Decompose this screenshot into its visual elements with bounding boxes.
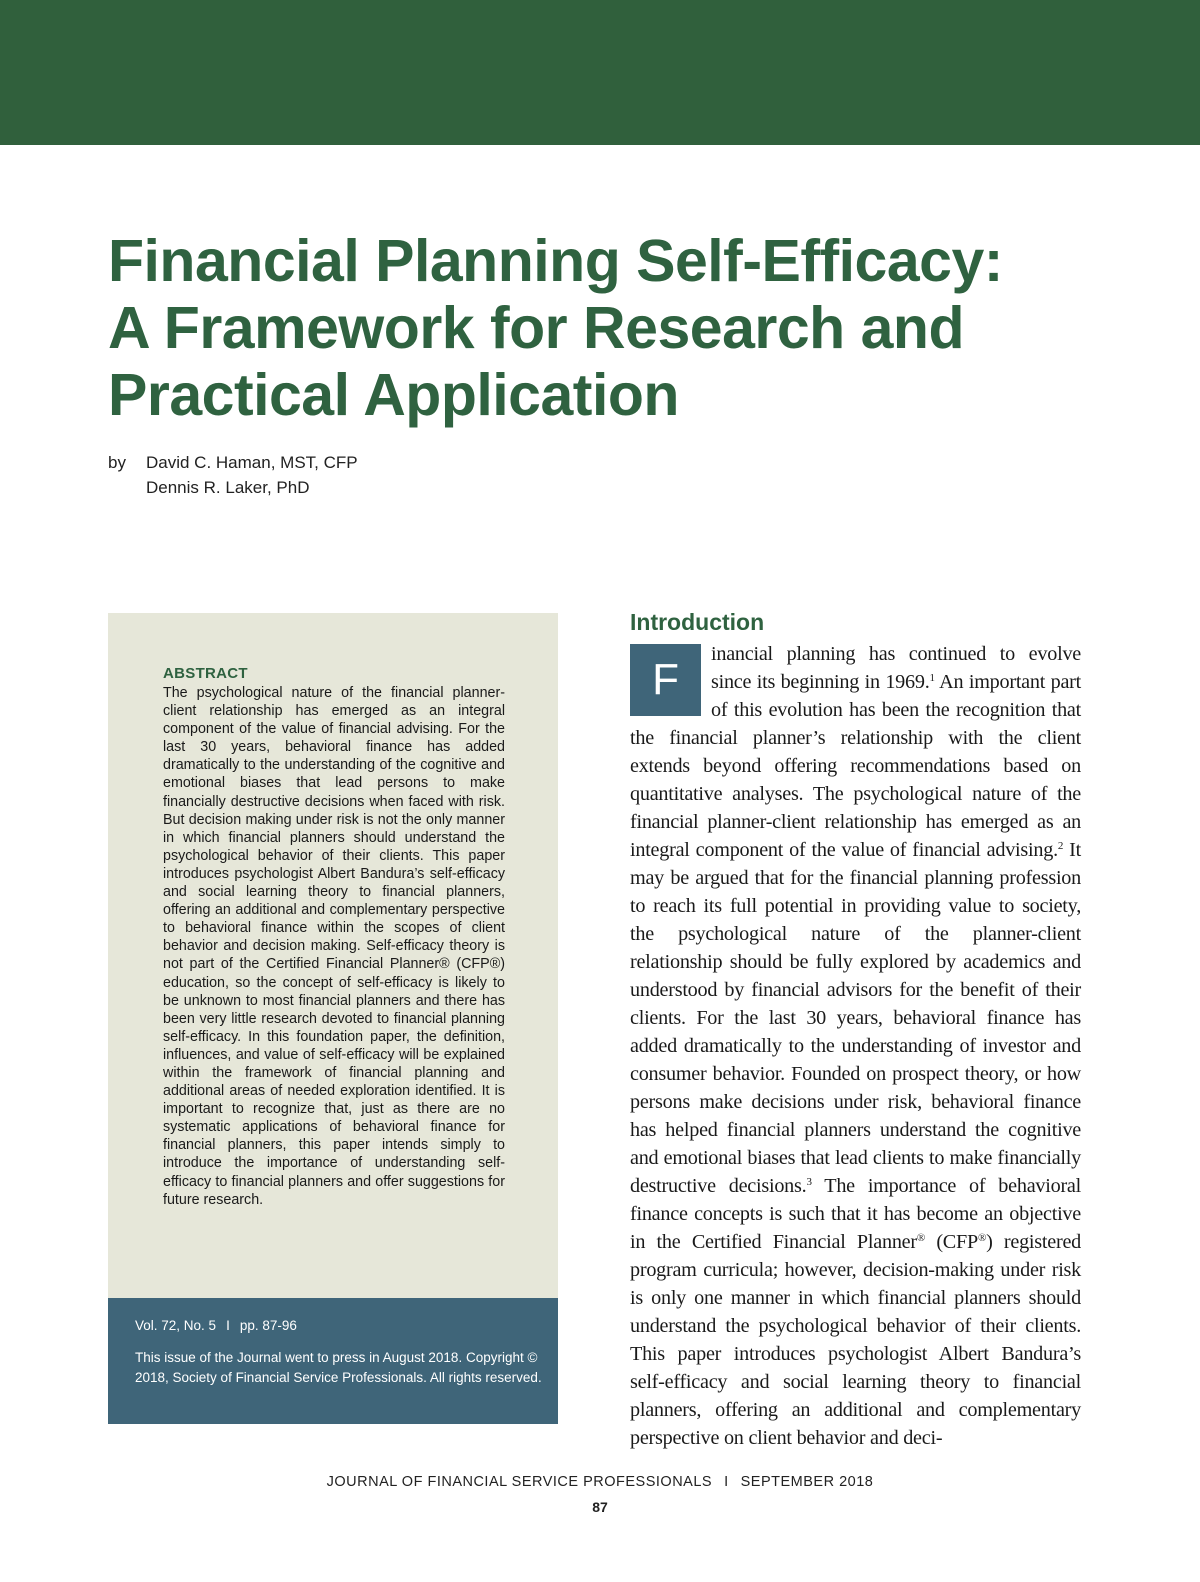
intro-segment: It may be argued that for the financial planning profession to reach its full potential in providing value to society, the psychological nature of the planner-client relationship should be fully explored by academics and understood by financial advisors for the benefit of their clients. For the last 30 years, behavioral finance has added dramatically to the understanding of investor and consumer behavior. Founded on prospect theory, or how persons make decisions under risk, behavioral finance has helped financial planners understand the cognitive and emotional biases that lead clients to make financially destructive decisions. xyxy=(630,839,1081,1197)
introduction-heading: Introduction xyxy=(630,609,765,635)
abstract-text: The psychological nature of the financial planner-client relationship has emerged as an integral component of the value of financial advising. For the last 30 years, behavioral finance has added dramatically to the understanding of the cognitive and emotional biases that lead persons to make financially destructive decisions when faced with risk. But decision making under risk is not the only manner in which financial planners should understand the psychological behavior of their clients. This paper introduces psychologist Albert Bandura’s self-efficacy and social learning theory to financial planners, offering an additional and complementary perspective to behavioral finance within the scopes of client behavior and decision making. Self-efficacy theory is not part of the Certified Financial Planner® (CFP®) education, so the concept of self-efficacy is likely to be unknown to most financial planners and there has been very little research devoted to financial planning self-efficacy. In this foundation paper, the definition, influences, and value of self-efficacy will be explained within the framework of financial planning and additional areas of needed exploration identified. It is important to recognize that, just as there are no systematic applications of behavioral finance for financial planners, this paper intends simply to introduce the importance of understanding self-efficacy to financial planners and offer suggestions for future research. xyxy=(163,685,505,1208)
journal-name: JOURNAL OF FINANCIAL SERVICE PROFESSIONALS xyxy=(326,1474,713,1490)
volume-pages-line xyxy=(135,1318,297,1333)
footnote-marker: 1 xyxy=(929,672,935,684)
press-copyright-note: This issue of the Journal went to press in August 2018. Copyright © 2018, Society of Financial Service Professionals. All rights reserved. xyxy=(135,1350,542,1385)
abstract-heading: ABSTRACT xyxy=(163,665,248,682)
intro-segment: The importance of behavioral finance concepts is such that it has become an objective in the Certified Financial Planner xyxy=(630,1175,1081,1253)
author-list xyxy=(146,450,358,500)
page-range: pp. 87-96 xyxy=(239,1318,297,1333)
title-line-1: Financial Planning Self-Efficacy: xyxy=(108,228,1003,294)
article-title xyxy=(108,228,1108,429)
intro-segment: An important part of this evolution has been the recognition that the financial planner’s relationship with the client extends beyond offering recommendations based on quantitative analyses. The psychological nature of the financial planner-client relationship has emerged as an integral component of the value of financial advising. xyxy=(630,671,1081,861)
intro-segment: ) registered program curricula; however, decision-making under risk is only one manner in which financial planners should understand the psychological behavior of their clients. This paper introduces psychologist Albert Bandura’s self-efficacy and social learning theory to financial planners, offering an additional and complementary perspective on client behavior and deci- xyxy=(630,1231,1081,1449)
footnote-marker: 2 xyxy=(1057,840,1064,852)
page-number: 87 xyxy=(592,1499,608,1515)
publication-info-panel xyxy=(108,1298,558,1424)
footnote-marker: 3 xyxy=(806,1176,812,1188)
title-line-2: A Framework for Research and xyxy=(108,295,964,361)
author-name: Dennis R. Laker, PhD xyxy=(146,478,310,497)
introduction-text xyxy=(630,640,1081,1452)
issue-date: SEPTEMBER 2018 xyxy=(740,1474,874,1490)
running-footer xyxy=(0,1474,1200,1490)
author-name: David C. Haman, MST, CFP xyxy=(146,453,358,472)
drop-cap: F xyxy=(630,644,701,716)
abstract-panel xyxy=(108,613,558,1298)
intro-segment: inancial planning has continued to evolve since its beginning in 1969. xyxy=(711,643,1081,693)
intro-segment: (CFP xyxy=(924,1231,978,1253)
volume-number: Vol. 72, No. 5 xyxy=(135,1318,217,1333)
title-line-3: Practical Application xyxy=(108,362,679,428)
separator: I xyxy=(226,1318,230,1333)
byline-by-label: by xyxy=(108,453,126,472)
top-color-band xyxy=(0,0,1200,145)
registered-mark: ® xyxy=(916,1232,925,1244)
registered-mark: ® xyxy=(977,1232,987,1244)
separator: I xyxy=(724,1474,729,1490)
